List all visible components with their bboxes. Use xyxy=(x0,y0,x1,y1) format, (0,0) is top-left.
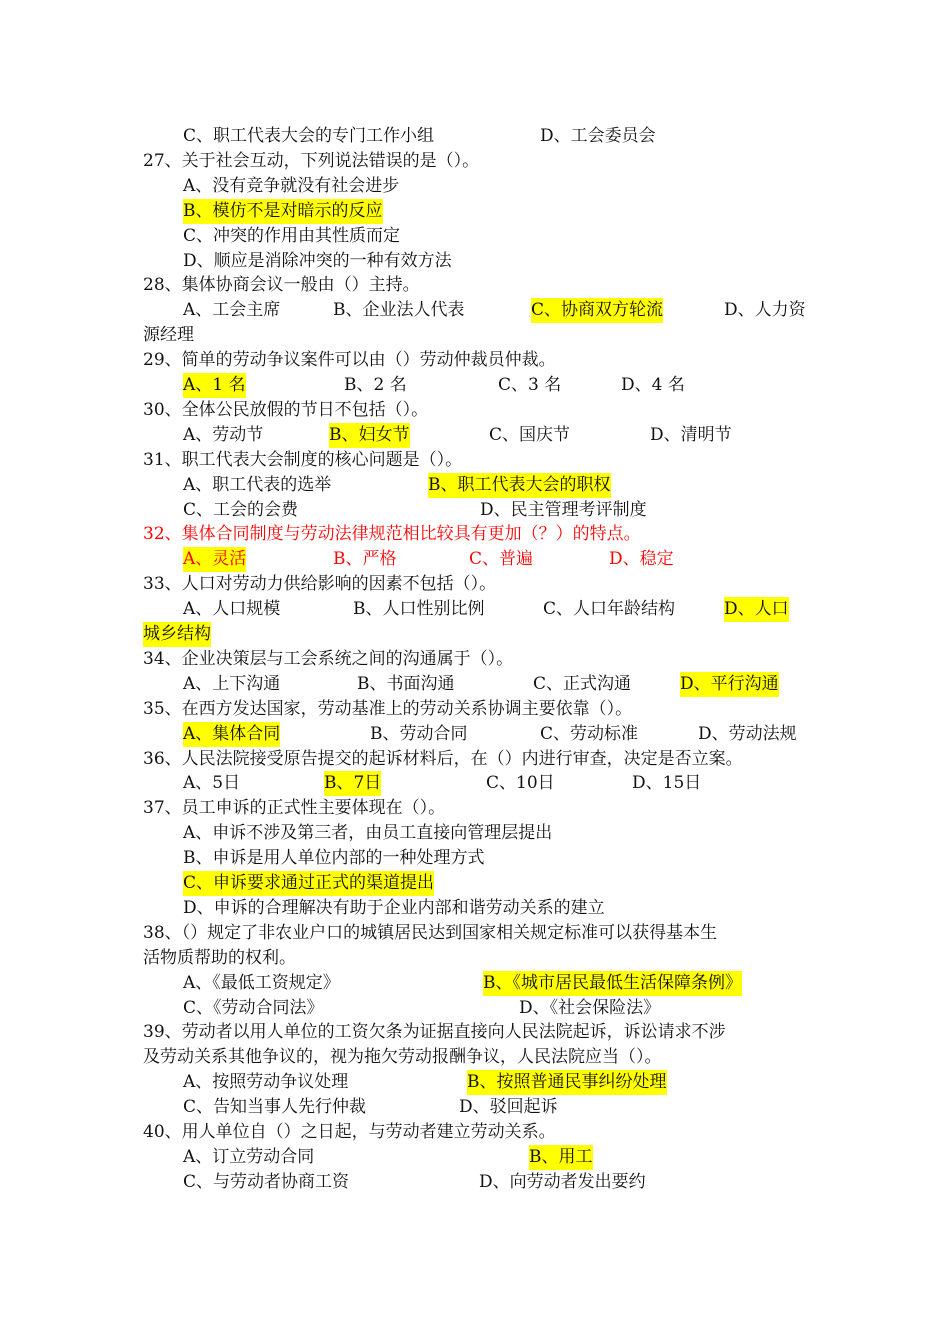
text-segment: 31、职工代表大会制度的核心问题是（）。 xyxy=(143,449,463,470)
text-segment: 30、全体公民放假的节日不包括（）。 xyxy=(143,399,429,420)
text-line xyxy=(0,124,950,149)
text-segment: 35、在西方发达国家，劳动基准上的劳动关系协调主要依靠（）。 xyxy=(143,698,633,719)
text-segment: D、驳回起诉 xyxy=(459,1097,558,1118)
text-segment: C、工会的会费 xyxy=(183,499,299,520)
text-segment: D、《社会保险法》 xyxy=(519,997,661,1018)
text-line xyxy=(0,647,950,672)
text-line xyxy=(0,747,950,772)
text-line xyxy=(0,1020,950,1045)
text-segment: A、《最低工资规定》 xyxy=(183,972,340,993)
text-segment: 活物质帮助的权利。 xyxy=(143,947,296,968)
text-line xyxy=(0,672,950,697)
text-line xyxy=(0,522,950,547)
text-segment: D、顺应是消除冲突的一种有效方法 xyxy=(183,250,452,271)
text-segment: D、劳动法规 xyxy=(698,723,797,744)
text-segment: A、按照劳动争议处理 xyxy=(183,1072,349,1093)
text-segment: 27、关于社会互动，下列说法错误的是（）。 xyxy=(143,150,480,171)
text-segment: B、严格 xyxy=(333,549,397,570)
text-line xyxy=(0,597,950,622)
text-line xyxy=(0,498,950,523)
text-segment: 33、人口对劳动力供给影响的因素不包括（）。 xyxy=(143,574,497,595)
text-segment: 36、人民法院接受原告提交的起诉材料后，在（）内进行审查，决定是否立案。 xyxy=(143,748,743,769)
text-segment: B、书面沟通 xyxy=(357,673,455,694)
text-segment: A、没有竞争就没有社会进步 xyxy=(183,175,400,196)
text-segment: D、民主管理考评制度 xyxy=(480,499,647,520)
text-line xyxy=(0,971,950,996)
text-segment: A、上下沟通 xyxy=(183,673,281,694)
text-segment: 34、企业决策层与工会系统之间的沟通属于（）。 xyxy=(143,648,514,669)
text-segment: C、职工代表大会的专门工作小组 xyxy=(183,126,435,146)
text-line xyxy=(0,547,950,572)
text-segment: C、人口年龄结构 xyxy=(543,599,676,620)
highlighted-answer: B、用工 xyxy=(529,1145,593,1170)
text-line xyxy=(0,871,950,896)
text-segment: C、冲突的作用由其性质而定 xyxy=(183,225,401,246)
text-segment: C、国庆节 xyxy=(489,424,571,445)
text-segment: D、15日 xyxy=(632,773,702,794)
text-segment: D、稳定 xyxy=(609,549,674,570)
text-line xyxy=(0,448,950,473)
text-line xyxy=(0,298,950,323)
text-line xyxy=(0,398,950,423)
highlighted-answer: A、集体合同 xyxy=(183,722,280,747)
text-line xyxy=(0,1045,950,1070)
text-segment: A、工会主席 xyxy=(183,300,281,321)
text-line xyxy=(0,273,950,298)
text-segment: D、申诉的合理解决有助于企业内部和谐劳动关系的建立 xyxy=(183,897,605,918)
text-segment: B、2 名 xyxy=(344,375,407,395)
text-line xyxy=(0,821,950,846)
text-line xyxy=(0,1120,950,1145)
text-line xyxy=(0,722,950,747)
highlighted-answer: B、模仿不是对暗示的反应 xyxy=(183,199,383,224)
text-line xyxy=(0,423,950,448)
text-segment: A、5日 xyxy=(183,773,241,794)
highlighted-answer: D、人口 xyxy=(724,597,789,622)
text-segment: B、企业法人代表 xyxy=(333,300,465,321)
text-segment: 29、简单的劳动争议案件可以由（）劳动仲裁员仲裁。 xyxy=(143,350,556,371)
text-line xyxy=(0,323,950,348)
text-line xyxy=(0,1170,950,1195)
text-line xyxy=(0,846,950,871)
text-line xyxy=(0,249,950,274)
text-segment: A、劳动节 xyxy=(183,424,264,445)
text-segment: D、工会委员会 xyxy=(540,126,656,146)
text-line xyxy=(0,946,950,971)
text-line xyxy=(0,1070,950,1095)
text-line xyxy=(0,1095,950,1120)
text-line xyxy=(0,348,950,373)
text-line xyxy=(0,199,950,224)
text-segment: A、职工代表的选举 xyxy=(183,474,332,495)
text-line xyxy=(0,996,950,1021)
text-segment: 32、集体合同制度与劳动法律规范相比较具有更加（？）的特点。 xyxy=(143,524,641,545)
text-line xyxy=(0,224,950,249)
text-segment: D、向劳动者发出要约 xyxy=(479,1171,646,1192)
text-line xyxy=(0,373,950,398)
text-segment: A、人口规模 xyxy=(183,599,281,620)
highlighted-answer: B、7日 xyxy=(324,771,381,796)
text-line xyxy=(0,622,950,647)
text-segment: C、10日 xyxy=(486,773,555,794)
text-segment: C、告知当事人先行仲裁 xyxy=(183,1097,367,1118)
text-line xyxy=(0,697,950,722)
text-segment: C、正式沟通 xyxy=(533,673,632,694)
text-line xyxy=(0,771,950,796)
text-line xyxy=(0,796,950,821)
highlighted-answer: A、灵活 xyxy=(183,547,246,572)
text-segment: 28、集体协商会议一般由（）主持。 xyxy=(143,275,420,296)
text-line xyxy=(0,174,950,199)
highlighted-answer: B、按照普通民事纠纷处理 xyxy=(467,1070,667,1095)
highlighted-answer: 城乡结构 xyxy=(143,622,211,647)
text-segment: 39、劳动者以用人单位的工资欠条为证据直接向人民法院起诉，诉讼请求不涉 xyxy=(143,1022,726,1043)
text-segment: B、人口性别比例 xyxy=(353,599,485,620)
highlighted-answer: B、《城市居民最低生活保障条例》 xyxy=(483,971,742,996)
text-segment: 40、用人单位自（）之日起，与劳动者建立劳动关系。 xyxy=(143,1122,556,1142)
highlighted-answer: D、平行沟通 xyxy=(680,672,779,697)
text-segment: 38、（）规定了非农业户口的城镇居民达到国家相关规定标准可以获得基本生 xyxy=(143,922,718,943)
text-segment: D、4 名 xyxy=(621,375,685,395)
text-line xyxy=(0,149,950,174)
text-segment: A、订立劳动合同 xyxy=(183,1146,315,1167)
text-segment: C、《劳动合同法》 xyxy=(183,997,324,1018)
text-segment: C、3 名 xyxy=(498,375,562,395)
text-line xyxy=(0,921,950,946)
text-segment: 源经理 xyxy=(143,325,194,346)
text-segment: C、普遍 xyxy=(469,549,534,570)
text-segment: B、申诉是用人单位内部的一种处理方式 xyxy=(183,848,485,869)
text-segment: A、申诉不涉及第三者，由员工直接向管理层提出 xyxy=(183,823,553,844)
highlighted-answer: C、申诉要求通过正式的渠道提出 xyxy=(183,871,434,896)
text-segment: C、与劳动者协商工资 xyxy=(183,1171,350,1192)
text-segment: 及劳动关系其他争议的，视为拖欠劳动报酬争议，人民法院应当（）。 xyxy=(143,1047,662,1068)
highlighted-answer: C、协商双方轮流 xyxy=(531,298,663,323)
text-segment: D、人力资 xyxy=(724,300,806,321)
text-segment: C、劳动标准 xyxy=(540,723,639,744)
text-segment: B、劳动合同 xyxy=(370,723,468,744)
text-line xyxy=(0,1145,950,1170)
text-line xyxy=(0,572,950,597)
text-line xyxy=(0,896,950,921)
highlighted-answer: A、1 名 xyxy=(183,373,246,398)
highlighted-answer: B、职工代表大会的职权 xyxy=(428,473,611,498)
highlighted-answer: B、妇女节 xyxy=(329,423,410,448)
text-line xyxy=(0,473,950,498)
text-segment: D、清明节 xyxy=(650,424,732,445)
text-segment: 37、员工申诉的正式性主要体现在（）。 xyxy=(143,798,446,819)
